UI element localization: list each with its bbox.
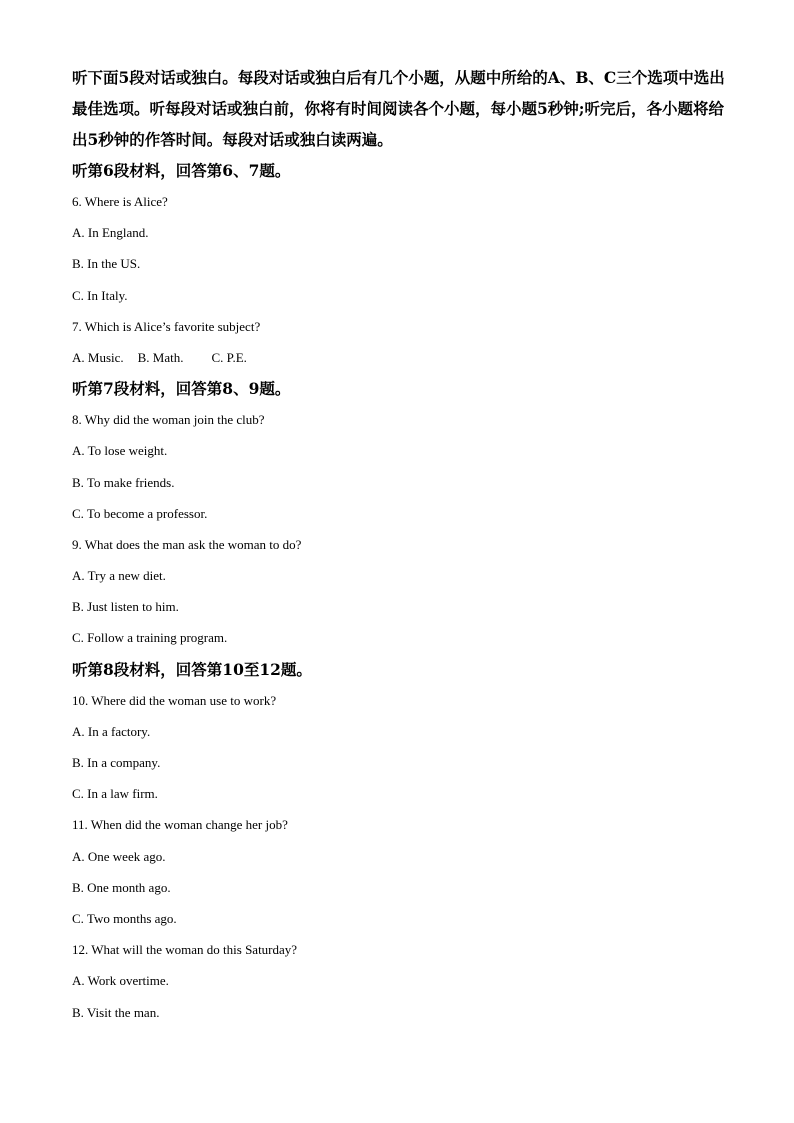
section-heading: 听第8段材料，回答第10至12题。 <box>72 659 312 679</box>
answer-options-row <box>72 342 732 373</box>
question-text: 6. Where is Alice? <box>72 194 168 209</box>
answer-option: A. One week ago. <box>72 848 166 864</box>
question-text: 7. Which is Alice’s favorite subject? <box>72 318 261 334</box>
answer-option: C. In Italy. <box>72 287 128 303</box>
answer-option: A. Work overtime. <box>72 973 169 989</box>
answer-option: B. Math. <box>137 349 184 365</box>
answer-option: B. Just listen to him. <box>72 599 179 615</box>
answer-option: B. To make friends. <box>72 474 175 490</box>
question-text: 10. Where did the woman use to work? <box>72 692 277 708</box>
answer-option: B. Visit the man. <box>72 1004 160 1020</box>
question-text: 11. When did the woman change her job? <box>72 817 288 833</box>
question-text: 12. What will the woman do this Saturday? <box>72 942 298 958</box>
section-heading: 听第7段材料，回答第8、9题。 <box>72 379 291 399</box>
answer-option: B. In the US. <box>72 256 141 272</box>
answer-option: A. To lose weight. <box>72 443 168 459</box>
answer-option: A. Music. <box>72 349 124 365</box>
answer-option: B. One month ago. <box>72 879 171 895</box>
question-text: 8. Why did the woman join the club? <box>72 412 265 428</box>
exam-page <box>72 62 732 1028</box>
answer-option: C. Follow a training program. <box>72 630 228 646</box>
instructions-paragraph: 听下面5段对话或独白。每段对话或独白后有几个小题，从题中所给的A、B、C三个选项中选出最佳选项。听每段对话或独白前，你将有时间阅读各个小题，每小题5秒钟;听完后，各小题将给出5秒钟的作答时间。每段对话或独白读两遍。 <box>72 68 725 149</box>
answer-option: A. In a factory. <box>72 723 151 739</box>
answer-option: A. In England. <box>72 225 149 241</box>
answer-option: C. Two months ago. <box>72 910 177 926</box>
question-text: 9. What does the man ask the woman to do? <box>72 536 302 552</box>
answer-option: B. In a company. <box>72 755 161 770</box>
answer-option: C. P.E. <box>211 349 247 365</box>
answer-option: C. In a law firm. <box>72 786 158 802</box>
section-heading: 听第6段材料，回答第6、7题。 <box>72 161 291 180</box>
answer-option: A. Try a new diet. <box>72 568 166 584</box>
answer-option: C. To become a professor. <box>72 505 208 521</box>
